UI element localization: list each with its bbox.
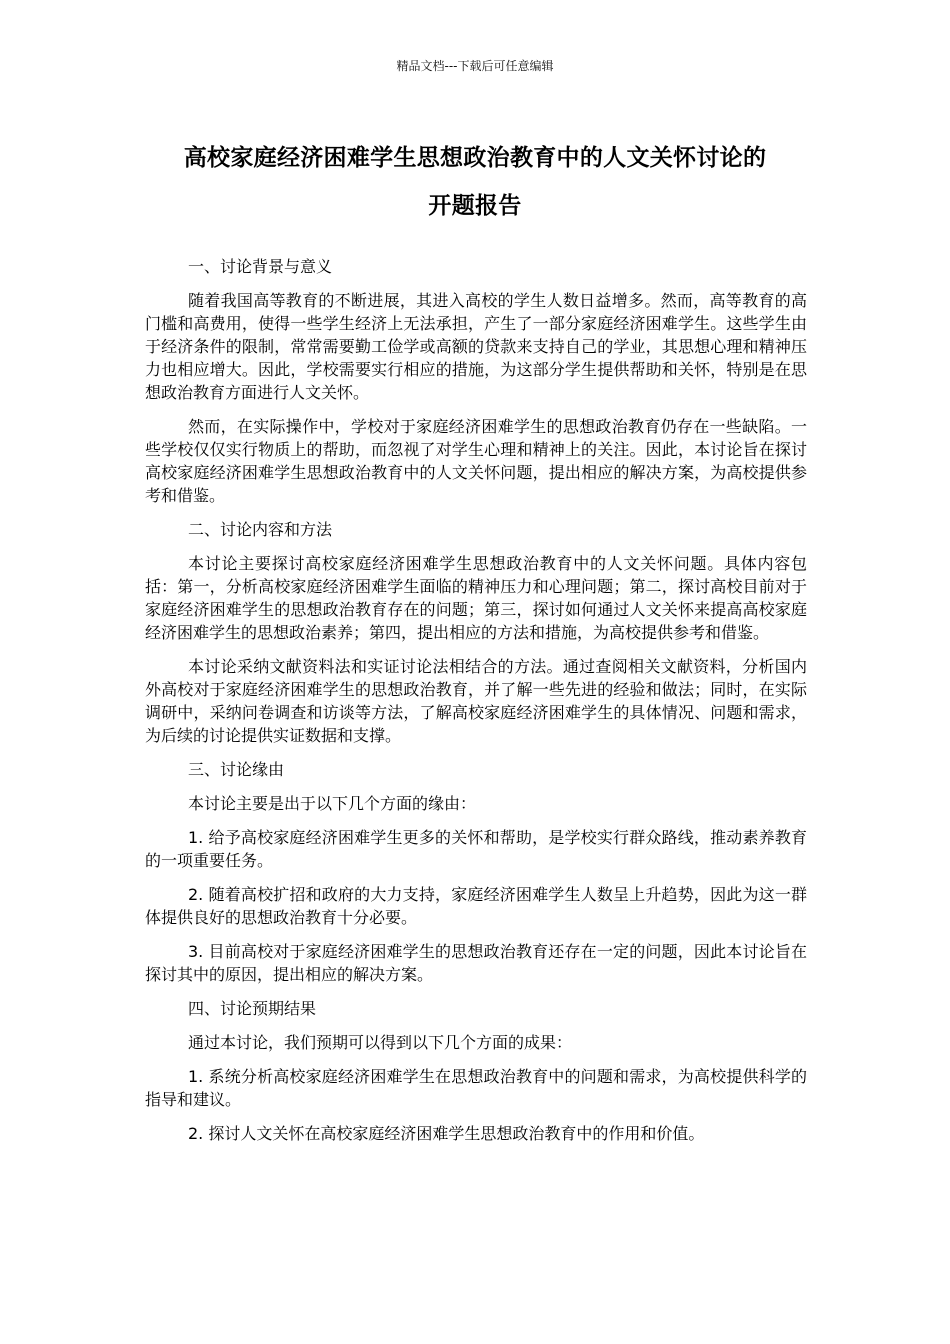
document-body: [145, 255, 807, 1156]
section-2-paragraph-1: 本讨论主要探讨高校家庭经济困难学生思想政治教育中的人文关怀问题。具体内容包括：第一，分析高校家庭经济困难学生面临的精神压力和心理问题；第二，探讨高校目前对于家庭经济困难学生的思想政治教育存在的问题；第三，探讨如何通过人文关怀来提高高校家庭经济困难学生的思想政治素养；第四，提出相应的方法和措施，为高校提供参考和借鉴。: [145, 554, 807, 642]
section-3-item-3: 3. 目前高校对于家庭经济困难学生的思想政治教育还存在一定的问题，因此本讨论旨在探讨其中的原因，提出相应的解决方案。: [145, 942, 807, 984]
section-1-paragraph-1: 随着我国高等教育的不断进展，其进入高校的学生人数日益增多。然而，高等教育的高门槛和高费用，使得一些学生经济上无法承担，产生了一部分家庭经济困难学生。这些学生由于经济条件的限制，常常需要勤工俭学或高额的贷款来支持自己的学业，其思想心理和精神压力也相应增大。因此，学校需要实行相应的措施，为这部分学生提供帮助和关怀，特别是在思想政治教育方面进行人文关怀。: [145, 291, 807, 402]
document-title: [130, 134, 820, 230]
page-header: 精品文档---下载后可任意编辑: [396, 59, 554, 73]
section-1-paragraph-2: 然而，在实际操作中，学校对于家庭经济困难学生的思想政治教育仍存在一些缺陷。一些学校仅仅实行物质上的帮助，而忽视了对学生心理和精神上的关注。因此，本讨论旨在探讨高校家庭经济困难学生思想政治教育中的人文关怀问题，提出相应的解决方案，为高校提供参考和借鉴。: [145, 417, 807, 505]
section-3-heading: 三、讨论缘由: [188, 760, 285, 779]
section-3-intro: 本讨论主要是出于以下几个方面的缘由：: [188, 794, 477, 813]
section-4-heading: 四、讨论预期结果: [188, 999, 317, 1018]
title-line-2: 开题报告: [428, 193, 522, 219]
section-4-item-2: 2. 探讨人文关怀在高校家庭经济困难学生思想政治教育中的作用和价值。: [188, 1124, 705, 1143]
section-4-item-1: 1. 系统分析高校家庭经济困难学生在思想政治教育中的问题和需求，为高校提供科学的指导和建议。: [145, 1067, 807, 1109]
section-2-heading: 二、讨论内容和方法: [188, 520, 333, 539]
title-line-1: 高校家庭经济困难学生思想政治教育中的人文关怀讨论的: [183, 145, 767, 171]
section-4-intro: 通过本讨论，我们预期可以得到以下几个方面的成果：: [188, 1033, 573, 1052]
section-1-heading: 一、讨论背景与意义: [188, 257, 333, 276]
section-3-item-2: 2. 随着高校扩招和政府的大力支持，家庭经济困难学生人数呈上升趋势，因此为这一群体提供良好的思想政治教育十分必要。: [145, 885, 807, 927]
section-2-paragraph-2: 本讨论采纳文献资料法和实证讨论法相结合的方法。通过查阅相关文献资料，分析国内外高校对于家庭经济困难学生的思想政治教育，并了解一些先进的经验和做法；同时，在实际调研中，采纳问卷调查和访谈等方法，了解高校家庭经济困难学生的具体情况、问题和需求，为后续的讨论提供实证数据和支撑。: [145, 657, 807, 745]
section-3-item-1: 1. 给予高校家庭经济困难学生更多的关怀和帮助，是学校实行群众路线，推动素养教育的一项重要任务。: [145, 828, 807, 870]
